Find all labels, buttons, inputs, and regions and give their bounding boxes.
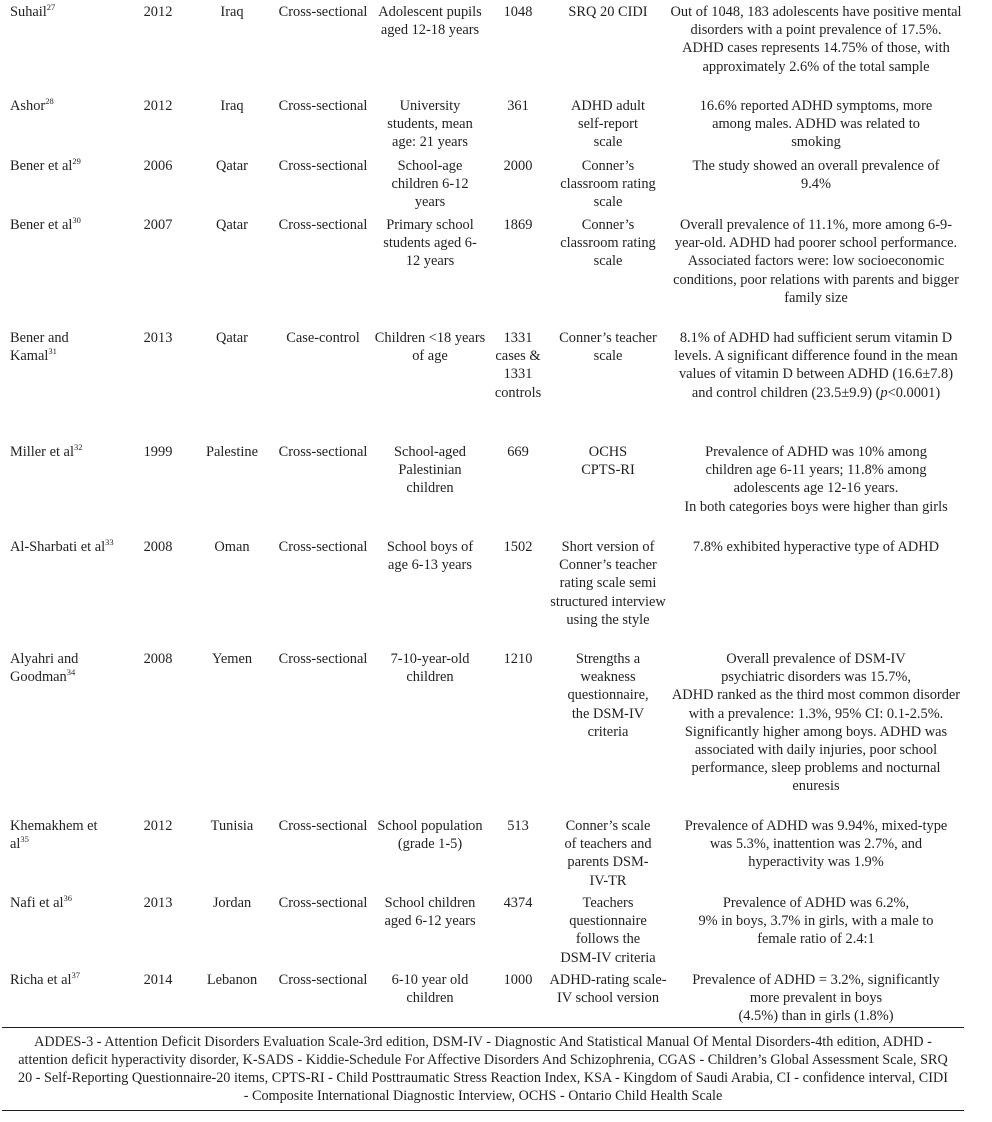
findings-cell: Out of 1048, 183 adolescents have positive mental disorders with a point prevalence of 17.5%. ADHD cases represents 14.75% of those, with approximately 2.6% of the total sample [670, 4, 962, 75]
findings-cell: Prevalence of ADHD = 3.2%, significantly more prevalent in boys (4.5%) than in girls (1.8%) [692, 972, 940, 1025]
author-cell: Alyahri and Goodman$^{34}$ [10, 651, 79, 686]
design-cell: Cross-sectional [278, 4, 368, 20]
country-cell: Palestine [206, 444, 258, 460]
author-cell: Khemakhem et $al^{35}$ [10, 818, 98, 853]
author-cell: Miller et $al^{32}$ [10, 443, 83, 460]
population-cell: 7-10-year-old children [390, 651, 470, 686]
findings-cell: Prevalence of ADHD was 6.2%, 9% in boys, 3.7% in girls, with a male to female ratio of 2.4:1 [698, 895, 934, 948]
sample-size-cell: 4374 [503, 895, 533, 911]
country-cell: Iraq [220, 98, 244, 114]
author-cell: Suhail$^{27}$ [10, 3, 56, 20]
table-row [2, 650, 964, 817]
sample-size-cell: 2000 [503, 158, 533, 174]
population-cell: University students, mean age: 21 years [387, 98, 473, 151]
country-cell: Iraq [220, 4, 244, 20]
country-cell: Qatar [216, 217, 248, 233]
table-row [2, 157, 964, 216]
tool-cell: Teachers questionnaire follows the DSM-IV criteria [560, 895, 656, 966]
design-cell: Case-control [286, 330, 360, 346]
year-cell: 2012 [143, 818, 173, 834]
country-cell: Qatar [216, 330, 248, 346]
studies-table [2, 3, 964, 1026]
design-cell: Cross-sectional [278, 539, 368, 555]
year-cell: 1999 [143, 444, 173, 460]
sample-size-cell: 1048 [503, 4, 533, 20]
year-cell: 2008 [143, 651, 173, 667]
tool-cell: Strengths a weakness questionnaire, the DSM-IV criteria [567, 651, 649, 740]
design-cell: Cross-sectional [278, 972, 368, 988]
tool-cell: Short version of Conner’s teacher rating scale semi structured interview using the style [550, 539, 666, 628]
tool-cell: Conner’s classroom rating scale [560, 158, 656, 211]
author-cell: Bener et $al^{29}$ [10, 157, 81, 174]
author-cell: Bener and Kamal$^{31}$ [10, 330, 69, 365]
year-cell: 2013 [143, 895, 173, 911]
year-cell: 2014 [143, 972, 173, 988]
findings-cell: 7.8% exhibited hyperactive type of ADHD [692, 539, 940, 555]
population-cell: 6-10 year old children [391, 972, 469, 1007]
tool-cell: OCHS CPTS-RI [581, 444, 635, 479]
findings-cell: The study showed an overall prevalence of 9.4% [692, 158, 940, 193]
table-row [2, 971, 964, 1026]
design-cell: Cross-sectional [278, 818, 368, 834]
population-cell: School children aged 6-12 years [384, 895, 476, 930]
year-cell: 2008 [143, 539, 173, 555]
population-cell: Primary school students aged 6-12 years [383, 217, 477, 270]
country-cell: Qatar [216, 158, 248, 174]
population-cell: School-aged Palestinian children [394, 444, 466, 497]
table-row [2, 538, 964, 650]
population-cell: Children <18 years of age [374, 330, 486, 365]
country-cell: Jordan [212, 895, 252, 911]
table-row [2, 443, 964, 538]
findings-cell: 16.6% reported ADHD symptoms, more among males. ADHD was related to smoking [699, 98, 933, 151]
author-cell: Ashor$^{28}$ [10, 97, 54, 114]
author-cell: Bener et $al^{30}$ [10, 216, 81, 233]
design-cell: Cross-sectional [278, 217, 368, 233]
tool-cell: SRQ 20 CIDI [568, 4, 648, 20]
tool-cell: Conner’s teacher scale [559, 330, 657, 365]
year-cell: 2006 [143, 158, 173, 174]
tool-cell: Conner’s classroom rating scale [560, 217, 656, 270]
table-row [2, 216, 964, 329]
sample-size-cell: 361 [507, 98, 529, 114]
abbreviations-text: ADDES-3 - Attention Deficit Disorders Evaluation Scale-3rd edition, DSM-IV - Diagnostic And Statistical Manual Of Mental Disorders-4th edition, ADHD - attention deficit hyperactivity disorder, K-SADS - Kiddie-Schedule For Affective Disorders And Schizophrenia, CGAS - Children’s Global Assessment Scale, SRQ 20 - Self-Reporting Questionnaire-20 items, CPTS-RI - Child Posttraumatic Stress Reaction Index, KSA - Kingdom of Saudi Arabia, CI - confidence interval, CIDI - Composite International Diagnostic Interview, OCHS - Ontario Child Health Scale [18, 1034, 948, 1104]
country-cell: Tunisia [210, 818, 254, 834]
sample-size-cell: 513 [507, 818, 529, 834]
author-cell: Richa et $al^{37}$ [10, 971, 81, 988]
author-cell: Al-Sharbati et $al^{33}$ [10, 538, 114, 555]
design-cell: Cross-sectional [278, 651, 368, 667]
sample-size-cell: 669 [507, 444, 529, 460]
table-row [2, 3, 964, 97]
sample-size-cell: 1331 cases & 1331 controls [494, 330, 542, 401]
table-row [2, 894, 964, 971]
table-footnote [2, 1027, 964, 1111]
findings-cell: Prevalence of ADHD was 9.94%, mixed-type was 5.3%, inattention was 2.7%, and hyperactivity was 1.9% [684, 818, 948, 871]
year-cell: 2013 [143, 330, 173, 346]
year-cell: 2007 [143, 217, 173, 233]
population-cell: School population (grade 1-5) [377, 818, 483, 853]
sample-size-cell: 1869 [503, 217, 533, 233]
design-cell: Cross-sectional [278, 895, 368, 911]
country-cell: Oman [214, 539, 250, 555]
tool-cell: ADHD-rating scale-IV school version [549, 972, 667, 1007]
table-row [2, 329, 964, 443]
sample-size-cell: 1000 [503, 972, 533, 988]
design-cell: Cross-sectional [278, 98, 368, 114]
sample-size-cell: 1210 [503, 651, 533, 667]
author-cell: Nafi et $al^{36}$ [10, 894, 73, 911]
sample-size-cell: 1502 [503, 539, 533, 555]
population-cell: Adolescent pupils aged 12-18 years [378, 4, 482, 39]
findings-cell: Overall prevalence of DSM-IV psychiatric disorders was 15.7%, ADHD ranked as the third most common disorder with a prevalence: 1.3%, 95% CI: 0.1-2.5%. Significantly higher among boys. ADHD was associated with daily injuries, poor school performance, sleep problems and nocturnal enuresis [671, 651, 961, 795]
table-row [2, 817, 964, 894]
findings-cell: 8.1% of ADHD had sufficient serum vitamin D levels. A significant difference found in the mean values of vitamin D between ADHD (16.6±7.8) and control children (23.5±9.9) (p<0.0001) [674, 330, 958, 401]
tool-cell: ADHD adult self-report scale [571, 98, 645, 151]
design-cell: Cross-sectional [278, 158, 368, 174]
population-cell: School boys of age 6-13 years [386, 539, 474, 574]
findings-cell: Prevalence of ADHD was 10% among children age 6-11 years; 11.8% among adolescents age 12-16 years. In both categories boys were higher than girls [684, 444, 948, 515]
year-cell: 2012 [143, 98, 173, 114]
population-cell: School-age children 6-12 years [391, 158, 469, 211]
design-cell: Cross-sectional [278, 444, 368, 460]
findings-cell: Overall prevalence of 11.1%, more among 6-9-year-old. ADHD had poorer school performance. Associated factors were: low socioeconomic conditions, poor relations with parents and bigger family size [673, 217, 959, 306]
country-cell: Yemen [211, 651, 253, 667]
table-row [2, 97, 964, 157]
tool-cell: Conner’s scale of teachers and parents DSM-IV-TR [564, 818, 652, 889]
year-cell: 2012 [143, 4, 173, 20]
country-cell: Lebanon [206, 972, 258, 988]
